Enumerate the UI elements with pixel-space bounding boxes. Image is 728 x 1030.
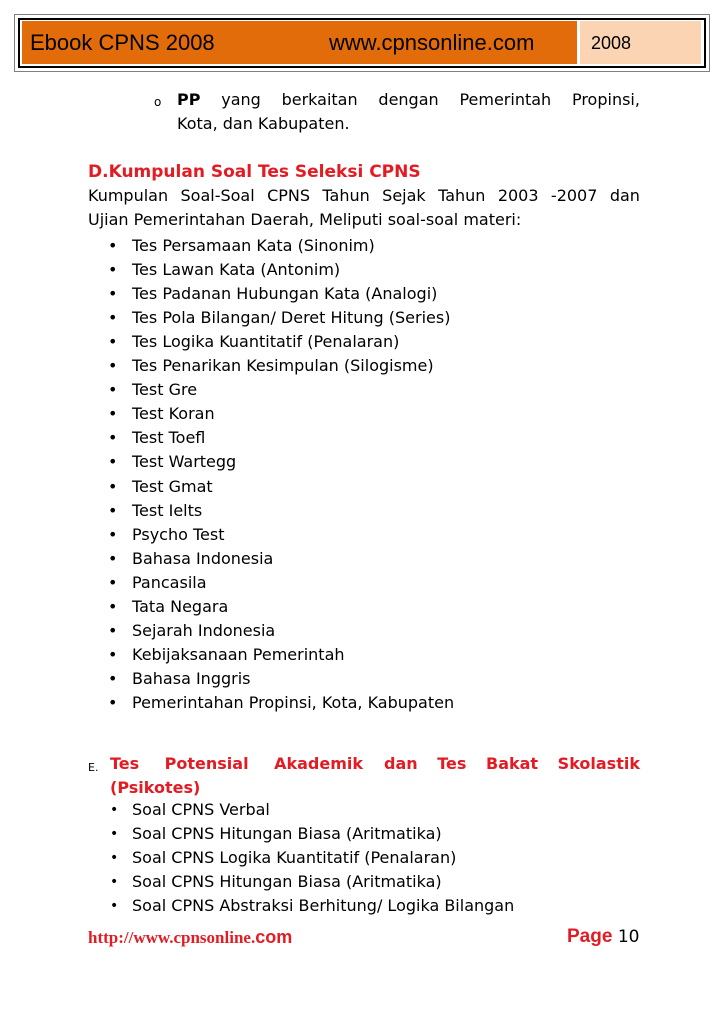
section-e-heading-line-2: (Psikotes): [110, 778, 201, 797]
list-item: Pancasila: [132, 572, 207, 592]
bullet-icon: •: [108, 452, 118, 472]
heading-part-2: [384, 754, 640, 774]
list-item: Tes Padanan Hubungan Kata (Analogi): [132, 284, 438, 304]
bullet-icon: •: [108, 524, 118, 544]
word: Skolastik: [557, 754, 640, 773]
footer-page-label: Page: [567, 926, 613, 947]
word: Tes: [437, 754, 467, 773]
word: -2007: [550, 186, 598, 205]
bullet-icon: •: [110, 850, 119, 866]
bullet-icon: •: [110, 898, 119, 914]
footer-page: [567, 926, 639, 948]
section-e-heading-line-1: [110, 754, 640, 774]
word: Potensial: [164, 754, 249, 773]
list-item: Soal CPNS Hitungan Biasa (Aritmatika): [132, 872, 442, 891]
header-banner: [22, 21, 577, 64]
bullet-icon: •: [108, 332, 118, 352]
bullet-icon: •: [110, 802, 119, 818]
bullet-icon: •: [108, 500, 118, 520]
list-item: Tes Logika Kuantitatif (Penalaran): [132, 332, 400, 352]
list-item: Test Gre: [132, 380, 198, 400]
section-d-intro-line-2: Ujian Pemerintahan Daerah, Meliputi soal-soal materi:: [88, 210, 522, 229]
word: Propinsi,: [571, 90, 640, 109]
list-item: Test Koran: [132, 404, 215, 424]
list-item: Soal CPNS Logika Kuantitatif (Penalaran): [132, 848, 457, 867]
word: Bakat: [486, 754, 539, 773]
word: Tes: [110, 754, 140, 773]
word: 2003: [497, 186, 539, 205]
bullet-icon: •: [108, 572, 118, 592]
header-title: Ebook CPNS 2008: [30, 30, 215, 55]
word: Pemerintah: [459, 90, 552, 109]
bullet-icon: •: [108, 644, 118, 664]
top-item-bold: PP: [177, 90, 201, 109]
list-item: Test Toefl: [132, 428, 206, 448]
list-item: Test Gmat: [132, 476, 213, 496]
bullet-icon: •: [108, 356, 118, 376]
word: dengan: [378, 90, 439, 109]
list-item: Bahasa Indonesia: [132, 548, 274, 568]
list-item: Psycho Test: [132, 524, 225, 544]
list-item: Soal CPNS Abstraksi Berhitung/ Logika Bilangan: [132, 896, 515, 915]
list-item: Soal CPNS Verbal: [132, 800, 270, 819]
bullet-icon: •: [108, 260, 118, 280]
bullet-icon: •: [108, 236, 118, 255]
section-d-heading: D.Kumpulan Soal Tes Seleksi CPNS: [88, 162, 421, 182]
bullet-icon: •: [108, 476, 118, 496]
header-url: www.cpnsonline.com: [329, 30, 535, 55]
list-item: Soal CPNS Hitungan Biasa (Aritmatika): [132, 824, 442, 843]
bullet-icon: •: [108, 380, 118, 400]
section-d-intro-line-1: [88, 186, 640, 206]
top-item-line-1: [177, 90, 640, 110]
footer-page-number: 10: [617, 927, 640, 947]
bullet-icon: •: [110, 874, 119, 890]
word: yang: [221, 90, 261, 109]
bullet-icon: •: [108, 548, 118, 568]
word: dan: [384, 754, 418, 773]
list-item: Sejarah Indonesia: [132, 620, 276, 640]
bullet-icon: •: [108, 596, 118, 616]
header-year: 2008: [591, 33, 632, 53]
circle-bullet-marker: o: [154, 95, 162, 109]
list-item: Test Wartegg: [132, 452, 237, 472]
word: dan: [609, 186, 640, 205]
list-item: Tata Negara: [132, 596, 229, 616]
word: Akademik: [274, 754, 363, 773]
footer-url-suffix: com: [255, 927, 293, 947]
bullet-icon: •: [108, 284, 118, 304]
list-item: Pemerintahan Propinsi, Kota, Kabupaten: [132, 692, 455, 712]
word: Tahun: [322, 186, 370, 205]
footer-url: [88, 927, 292, 948]
list-item: Tes Persamaan Kata (Sinonim): [132, 236, 375, 255]
top-item-line-2: Kota, dan Kabupaten.: [177, 114, 350, 133]
bullet-icon: •: [108, 668, 118, 688]
list-item: Tes Penarikan Kesimpulan (Silogisme): [132, 356, 434, 376]
footer-url-prefix: http://www.cpnsonline.: [88, 928, 256, 947]
header-year-box: [580, 21, 701, 64]
word: berkaitan: [281, 90, 358, 109]
list-item: Tes Lawan Kata (Antonim): [132, 260, 341, 280]
list-item: Bahasa Inggris: [132, 668, 251, 688]
bullet-icon: •: [108, 692, 118, 712]
list-item: Tes Pola Bilangan/ Deret Hitung (Series): [132, 308, 451, 328]
word: Sejak: [382, 186, 426, 205]
word: Soal-Soal: [180, 186, 255, 205]
section-e-marker: E.: [88, 761, 99, 774]
list-item: Test Ielts: [132, 500, 203, 520]
word: CPNS: [267, 186, 311, 205]
bullet-icon: •: [108, 404, 118, 424]
bullet-icon: •: [108, 428, 118, 448]
bullet-icon: •: [108, 308, 118, 328]
bullet-icon: •: [110, 826, 119, 842]
bullet-icon: •: [108, 620, 118, 640]
list-item: Kebijaksanaan Pemerintah: [132, 644, 345, 664]
word: Tahun: [438, 186, 486, 205]
heading-part-1: [110, 754, 363, 774]
word: Kumpulan: [88, 186, 169, 205]
